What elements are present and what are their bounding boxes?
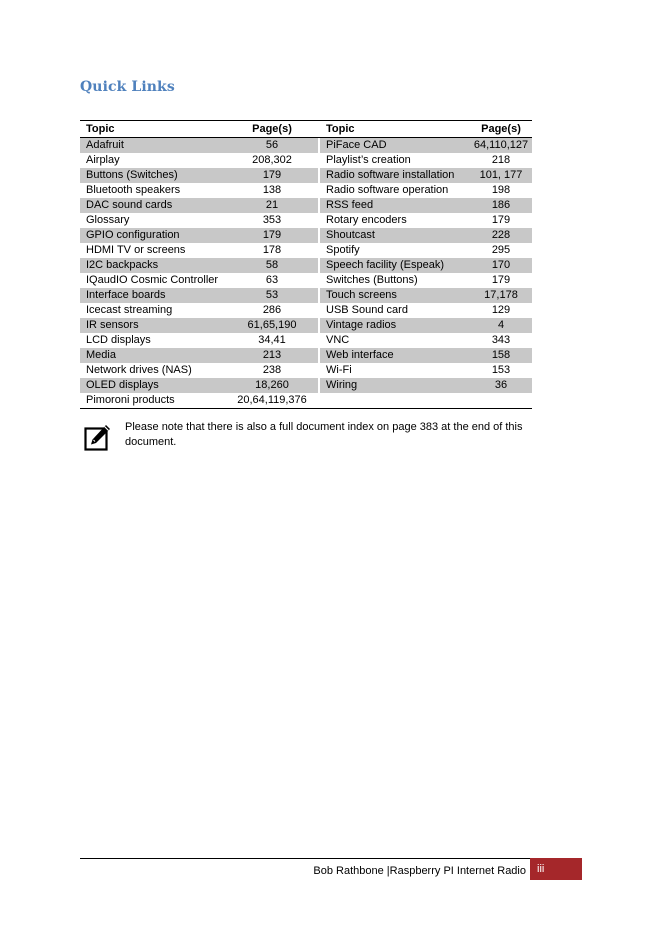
pages-cell: 18,260	[226, 378, 318, 393]
topic-cell: Speech facility (Espeak)	[320, 258, 470, 273]
footer-separator: |	[383, 865, 390, 877]
pages-cell: 179	[226, 228, 318, 243]
pages-cell: 17,178	[470, 288, 532, 303]
table-row	[80, 393, 532, 408]
table-row	[80, 333, 532, 348]
table-row	[80, 348, 532, 363]
table-row	[80, 303, 532, 318]
pages-cell: 228	[470, 228, 532, 243]
table-row	[80, 228, 532, 243]
pages-cell: 21	[226, 198, 318, 213]
pages-cell: 63	[265, 274, 279, 286]
topic-cell: Switches (Buttons)	[326, 274, 418, 286]
pages-cell: 101, 177	[470, 168, 532, 183]
topic-cell: Media	[80, 348, 226, 363]
pages-cell: 295	[491, 244, 511, 256]
table-row	[80, 183, 532, 198]
pages-cell: 179	[226, 168, 318, 183]
pages-cell: 286	[262, 304, 282, 316]
table-row	[80, 243, 532, 258]
topic-cell: Pimoroni products	[86, 394, 175, 406]
table-row	[80, 153, 532, 168]
table-row	[80, 198, 532, 213]
page-title: Quick Links	[80, 79, 175, 95]
topic-cell: Web interface	[320, 348, 470, 363]
topic-cell: Network drives (NAS)	[86, 364, 192, 376]
topic-cell: Spotify	[326, 244, 360, 256]
pages-cell: 238	[262, 364, 282, 376]
table-header-row	[80, 121, 532, 138]
pages-cell: 34,41	[258, 334, 286, 346]
header-topic: Topic	[86, 123, 115, 135]
topic-cell: IR sensors	[80, 318, 226, 333]
pages-cell: 353	[262, 214, 282, 226]
table-row	[80, 168, 532, 183]
footer-author: Bob Rathbone	[313, 865, 384, 877]
pages-cell: 36	[470, 378, 532, 393]
pages-cell: 56	[226, 138, 318, 153]
topic-cell: Shoutcast	[320, 228, 470, 243]
note-text: Please note that there is also a full document index on page 383 at the end of this document.	[125, 421, 523, 448]
topic-cell: Rotary encoders	[326, 214, 407, 226]
pages-cell: 4	[470, 318, 532, 333]
pages-cell: 53	[226, 288, 318, 303]
topic-cell: RSS feed	[320, 198, 470, 213]
topic-cell: DAC sound cards	[80, 198, 226, 213]
pages-cell: 58	[226, 258, 318, 273]
topic-cell: Adafruit	[80, 138, 226, 153]
table-body	[80, 138, 532, 408]
note-pencil-icon	[84, 423, 111, 451]
topic-cell	[320, 393, 470, 408]
topic-cell: Wi-Fi	[326, 364, 352, 376]
topic-cell: Radio software operation	[326, 184, 449, 196]
pages-cell: 178	[262, 244, 282, 256]
table-row	[80, 318, 532, 333]
topic-cell: VNC	[326, 334, 350, 346]
table-row	[80, 273, 532, 288]
pages-cell: 20,64,119,376	[237, 394, 307, 406]
topic-cell: IQaudIO Cosmic Controller	[86, 274, 219, 286]
topic-cell: Radio software installation	[320, 168, 470, 183]
topic-cell: Wiring	[320, 378, 470, 393]
topic-cell: Vintage radios	[320, 318, 470, 333]
topic-cell: Touch screens	[320, 288, 470, 303]
footer-title: Raspberry PI Internet Radio	[389, 865, 526, 877]
pages-cell: 153	[491, 364, 511, 376]
table-row	[80, 363, 532, 378]
pages-cell: 158	[470, 348, 532, 363]
pages-cell: 213	[226, 348, 318, 363]
table-row	[80, 138, 532, 153]
topic-cell: USB Sound card	[326, 304, 408, 316]
footer-divider	[80, 858, 530, 859]
topic-cell: GPIO configuration	[80, 228, 226, 243]
pages-cell: 198	[491, 184, 511, 196]
topic-cell: Airplay	[86, 154, 120, 166]
quick-links-table	[80, 120, 532, 409]
topic-cell: HDMI TV or screens	[86, 244, 186, 256]
topic-cell: Bluetooth speakers	[86, 184, 181, 196]
pages-cell: 138	[262, 184, 282, 196]
pages-cell: 61,65,190	[226, 318, 318, 333]
pages-cell: 129	[491, 304, 511, 316]
pages-cell: 208,302	[252, 154, 292, 166]
topic-cell: Interface boards	[80, 288, 226, 303]
pages-cell: 170	[470, 258, 532, 273]
pages-cell: 64,110,127	[470, 138, 532, 153]
footer-text	[313, 864, 526, 878]
topic-cell: LCD displays	[86, 334, 151, 346]
header-pages: Page(s)	[252, 123, 292, 135]
pages-cell: 179	[491, 214, 511, 226]
pages-cell: 179	[491, 274, 511, 286]
page-number: iii	[530, 858, 582, 880]
header-topic: Topic	[326, 123, 355, 135]
table-row	[80, 258, 532, 273]
table-row	[80, 288, 532, 303]
header-pages: Page(s)	[481, 123, 521, 135]
topic-cell: Playlist’s creation	[326, 154, 411, 166]
topic-cell: Icecast streaming	[86, 304, 173, 316]
pages-cell: 218	[491, 154, 511, 166]
table-row	[80, 378, 532, 393]
pages-cell: 343	[491, 334, 511, 346]
topic-cell: PiFace CAD	[320, 138, 470, 153]
topic-cell: OLED displays	[80, 378, 226, 393]
topic-cell: I2C backpacks	[80, 258, 226, 273]
topic-cell: Glossary	[86, 214, 130, 226]
topic-cell: Buttons (Switches)	[80, 168, 226, 183]
pages-cell	[470, 393, 532, 408]
pages-cell: 186	[470, 198, 532, 213]
table-row	[80, 213, 532, 228]
